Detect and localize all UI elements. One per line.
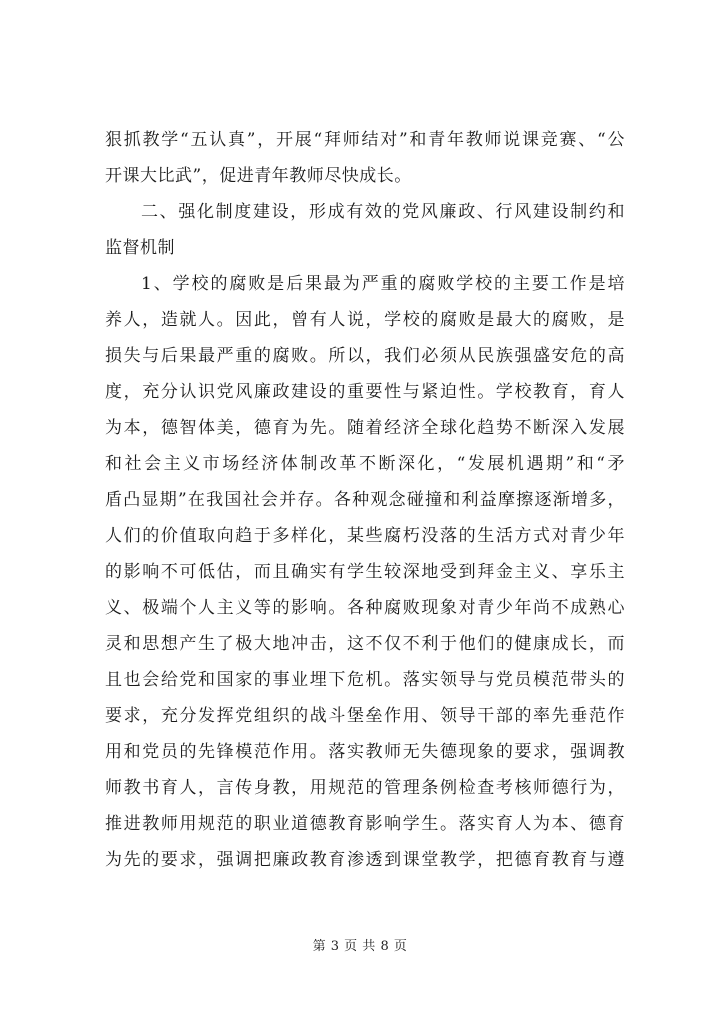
text-line: 为本，德智体美，德育为先。随着经济全球化趋势不断深入发展 [105, 418, 625, 438]
text-line: 的影响不可低估，而且确实有学生较深地受到拜金主义、享乐主 [105, 562, 625, 582]
text-line: 1、学校的腐败是后果最为严重的腐败学校的主要工作是培 [141, 274, 625, 294]
text-line: 二、强化制度建设，形成有效的党风廉政、行风建设制约和 [141, 202, 625, 222]
text-line: 用和党员的先锋模范作用。落实教师无失德现象的要求，强调教 [105, 742, 625, 762]
text-line: 人们的价值取向趋于多样化，某些腐朽没落的生活方式对青少年 [105, 526, 625, 546]
text-line: 义、极端个人主义等的影响。各种腐败现象对青少年尚不成熟心 [105, 598, 625, 618]
text-line: 狠抓教学“五认真”，开展“拜师结对”和青年教师说课竞赛、“公 [105, 130, 625, 150]
page-number-footer: 第 3 页 共 8 页 [312, 939, 408, 954]
document-body [105, 122, 625, 878]
text-line: 为先的要求，强调把廉政教育渗透到课堂教学，把德育教育与遵 [105, 850, 625, 870]
text-line: 监督机制 [105, 238, 175, 258]
text-line: 养人，造就人。因此，曾有人说，学校的腐败是最大的腐败，是 [105, 310, 625, 330]
text-line: 师教书育人，言传身教，用规范的管理条例检查考核师德行为， [105, 778, 625, 798]
text-line: 盾凸显期”在我国社会并存。各种观念碰撞和利益摩擦逐渐增多， [105, 490, 625, 510]
text-line: 要求，充分发挥党组织的战斗堡垒作用、领导干部的率先垂范作 [105, 706, 625, 726]
text-line: 灵和思想产生了极大地冲击，这不仅不利于他们的健康成长，而 [105, 634, 625, 654]
text-line: 度，充分认识党风廉政建设的重要性与紧迫性。学校教育，育人 [105, 382, 625, 402]
text-line: 损失与后果最严重的腐败。所以，我们必须从民族强盛安危的高 [105, 346, 625, 366]
text-line: 开课大比武”，促进青年教师尽快成长。 [105, 166, 412, 186]
text-line: 且也会给党和国家的事业埋下危机。落实领导与党员模范带头的 [105, 670, 625, 690]
text-line: 推进教师用规范的职业道德教育影响学生。落实育人为本、德育 [105, 814, 625, 834]
text-line: 和社会主义市场经济体制改革不断深化，“发展机遇期”和“矛 [105, 454, 625, 474]
